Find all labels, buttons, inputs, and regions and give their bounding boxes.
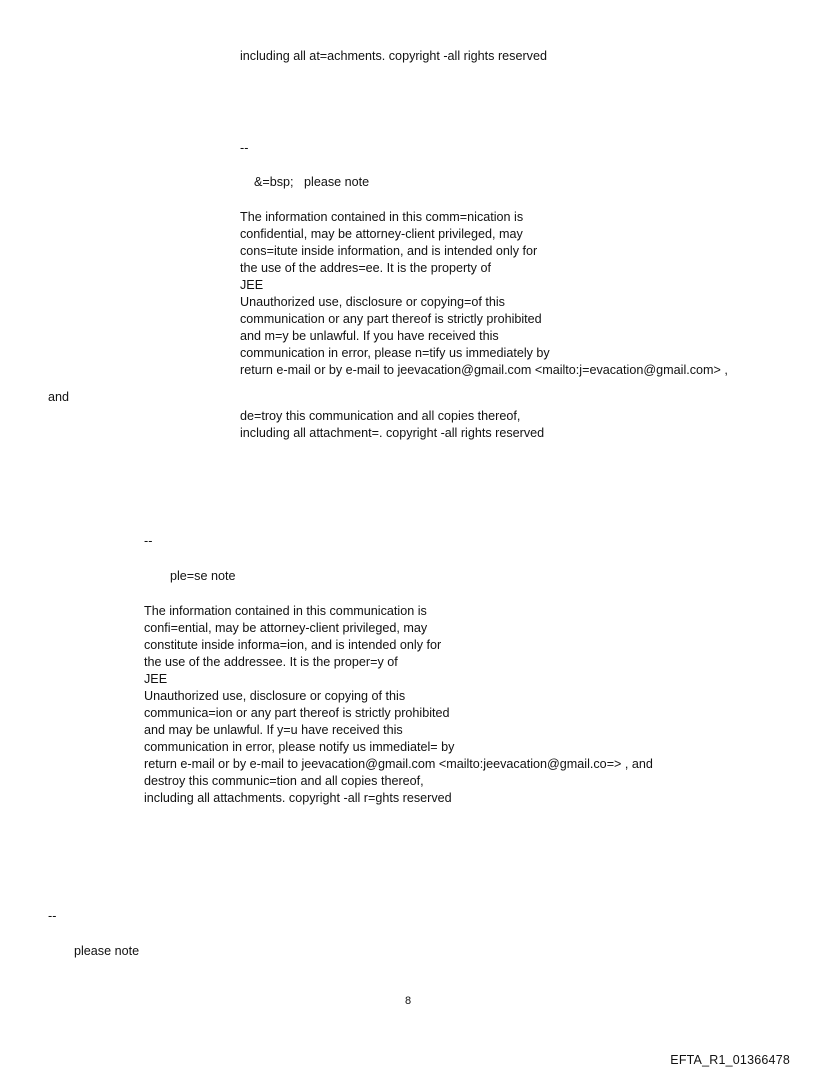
block2-line: confi=ential, may be attorney-client privileged, may [144,621,428,635]
block1-line: communication in error, please n=tify us immediately by [240,346,550,360]
block1-separator: -- [240,141,249,155]
block1-tail-line: including all attachment=. copyright -all rights reserved [240,426,545,440]
document-id: EFTA_R1_01366478 [670,1053,790,1067]
block2-line-email: return e-mail or by e-mail to jeevacation@gmail.com <mailto:jeevacation@gmail.co=> , and [144,757,653,771]
block1-line: cons=itute inside information, and is intended only for [240,244,538,258]
block2-line: destroy this communic=tion and all copies thereof, [144,774,424,788]
block2-line: JEE [144,672,168,686]
block1-wrap-word: and [48,390,70,404]
block2-line: including all attachments. copyright -all r=ghts reserved [144,791,452,805]
page-number: 8 [404,995,412,1007]
block1-line: JEE [240,278,264,292]
block2-line: communica=ion or any part thereof is strictly prohibited [144,706,450,720]
block1-tail-line: de=troy this communication and all copies thereof, [240,409,521,423]
block2-line: and may be unlawful. If y=u have received this [144,723,403,737]
block2-line: the use of the addressee. It is the proper=y of [144,655,398,669]
block1-line: communication or any part thereof is strictly prohibited [240,312,542,326]
block1-line: the use of the addres=ee. It is the property of [240,261,491,275]
block2-line: communication in error, please notify us immediatel= by [144,740,455,754]
block2-line: Unauthorized use, disclosure or copying of this [144,689,406,703]
block2-separator: -- [144,534,153,548]
block3-note-heading: please note [74,944,140,958]
block1-line: confidential, may be attorney-client privileged, may [240,227,523,241]
block1-line: The information contained in this comm=nication is [240,210,524,224]
block1-note-heading: &=bsp; please note [254,175,370,189]
block2-note-heading: ple=se note [170,569,236,583]
block1-line: Unauthorized use, disclosure or copying=of this [240,295,505,309]
block2-line: constitute inside informa=ion, and is intended only for [144,638,442,652]
block1-top-line: including all at=achments. copyright -all rights reserved [240,49,547,63]
block3-separator: -- [48,909,57,923]
block1-line: and m=y be unlawful. If you have received this [240,329,499,343]
block2-line: The information contained in this communication is [144,604,427,618]
block1-line-email: return e-mail or by e-mail to jeevacation@gmail.com <mailto:j=evacation@gmail.com> , [240,363,728,377]
